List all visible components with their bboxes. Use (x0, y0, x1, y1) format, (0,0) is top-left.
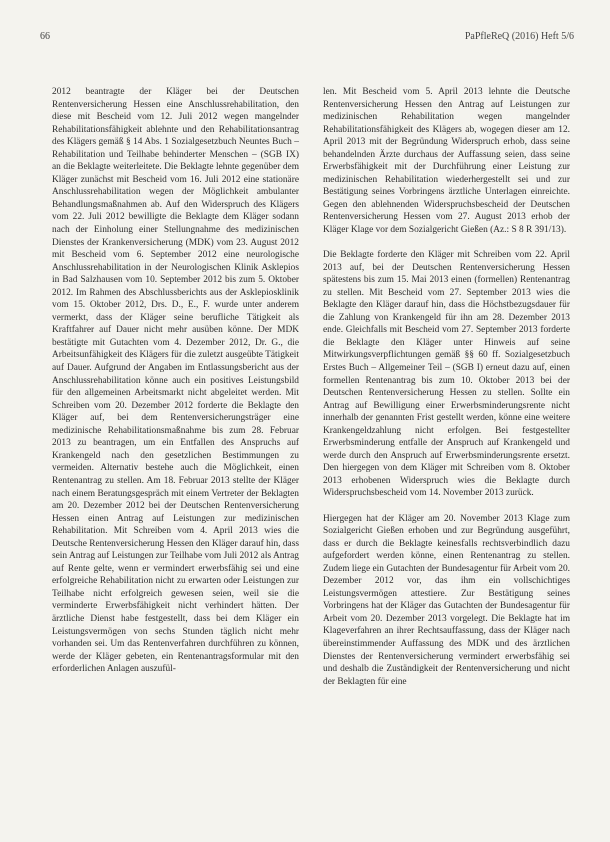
journal-reference: PaPfleReQ (2016) Heft 5/6 (464, 31, 574, 42)
right-column (323, 86, 570, 688)
paragraph: 2012 beantragte der Kläger bei der Deutschen Rentenversicherung Hessen eine Anschlussrehabilitation, den diese mit Bescheid vom 12. Juli 2012 wegen mangelnder Rehabilitationsfähigkeit ablehnte und den Rehabilitationsantrag des Klägers gemäß § 14 Abs. 1 Sozialgesetzbuch Neuntes Buch – Rehabilitation und Teilhabe behinderter Menschen – (SGB IX) an die Beklagte weiterleitete. Die Beklagte lehnte gegenüber dem Kläger zunächst mit Bescheid vom 16. Juli 2012 eine stationäre Anschlussrehabilitation wegen der Möglichkeit ambulanter Behandlungsmaßnahmen ab. Auf den Widerspruch des Klägers vom 22. Juli 2012 bewilligte die Beklagte dem Kläger sodann nach der Einholung einer Stellungnahme des medizinischen Dienstes der Krankenversicherung (MDK) vom 23. August 2012 mit Bescheid vom 6. September 2012 eine neurologische Anschlussrehabilitation in der Neurologischen Klinik Asklepios in Bad Salzhausen vom 10. September 2012 bis zum 5. Oktober 2012. Im Rahmen des Abschlussberichts aus der Asklepiosklinik vom 15. Oktober 2012, Drs. D., E., F. wurde unter anderem vermerkt, dass der Kläger seine berufliche Tätigkeit als Kraftfahrer auf Dauer nicht mehr ausüben könne. Der MDK bestätigte mit Gutachten vom 4. Dezember 2012, Dr. G., die Arbeitsunfähigkeit des Klägers für die zuletzt ausgeübte Tätigkeit auf Dauer. Aufgrund der Angaben im Entlassungsbericht aus der Anschlussrehabilitation könne auch ein positives Leistungsbild für den allgemeinen Arbeitsmarkt nicht abgeleitet werden. Mit Schreiben vom 20. Dezember 2012 forderte die Beklagte den Kläger auf, bei dem Rentenversicherungsträger eine medizinische Rehabilitationsmaßnahme bis zum 28. Februar 2013 zu beantragen, um ein Entfallen des Anspruchs auf Krankengeld nach den gesetzlichen Bestimmungen zu vermeiden. Alternativ bestehe auch die Möglichkeit, einen Rentenantrag zu stellen. Am 18. Februar 2013 stellte der Kläger nach einem Beratungsgespräch mit einem Vertreter der Beklagten am 20. Dezember 2012 bei der Deutschen Rentenversicherung Hessen einen Antrag auf Leistungen zur medizinischen Rehabilitation. Mit Schreiben vom 4. April 2013 wies die Deutsche Rentenversicherung Hessen den Kläger darauf hin, dass sein Antrag auf Leistungen zur Teilhabe vom Juli 2012 als Antrag auf Rente gelte, wenn er vermindert erwerbsfähig sei und eine erfolgreiche Rehabilitation nicht zu erwarten oder Leistungen zur Teilhabe nicht erfolgreich gewesen seien, weil sie die verminderte Erwerbsfähigkeit nicht verhindert hätten. Der ärztliche Dienst habe festgestellt, dass bei dem Kläger ein Leistungsvermögen von sechs Stunden täglich nicht mehr vorhanden sei. Um das Rentenverfahren durchführen zu können, werde der Kläger gebeten, ein Rentenantragsformular mit den erforderlichen Anlagen auszufül- (52, 87, 299, 675)
paragraph: Die Beklagte forderte den Kläger mit Schreiben vom 22. April 2013 auf, bei der Deutschen Rentenversicherung Hessen spätestens bis zum 15. Mai 2013 einen (formellen) Rentenantrag zu stellen. Mit Bescheid vom 27. September 2013 wies die Beklagte den Kläger darauf hin, dass die Höchstbezugsdauer für die Zahlung von Krankengeld für ihn am 28. Dezember 2013 ende. Gleichfalls mit Bescheid vom 27. September 2013 forderte die Beklagte den Kläger unter Hinweis auf seine Mitwirkungsverpflichtungen gemäß §§ 60 ff. Sozialgesetzbuch Erstes Buch – Allgemeiner Teil – (SGB I) erneut dazu auf, einen formellen Rentenantrag bis zum 10. Oktober 2013 bei der Deutschen Rentenversicherung Hessen zu stellen. Sollte ein Antrag auf Bewilligung einer Erwerbsminderungsrente nicht innerhalb der genannten Frist gestellt werden, könne eine weitere Krankengeldzahlung nicht erfolgen. Bei festgestellter Erwerbsminderung entfalle der Anspruch auf Krankengeld und werde durch den Anspruch auf Erwerbsminderungsrente ersetzt. Den hiergegen von dem Kläger mit Schreiben vom 8. Oktober 2013 erhobenen Widerspruch wies die Beklagte durch Widerspruchsbescheid vom 14. November 2013 zurück. (323, 250, 570, 499)
paragraph: len. Mit Bescheid vom 5. April 2013 lehnte die Deutsche Rentenversicherung Hessen den Antrag auf Leistungen zur medizinischen Rehabilitation wegen mangelnder Rehabilitationsfähigkeit des Klägers ab, wogegen dieser am 12. April 2013 mit der Begründung Widerspruch erhob, dass seine behandelnden Ärzte durchaus der Auffassung seien, dass seine Erwerbsfähigkeit mit der Durchführung einer Leistung zur medizinischen Rehabilitation wiederhergestellt sei und zur Bestätigung seines Vorbringens ärztliche Unterlagen einreichte. Gegen den ablehnenden Widerspruchsbescheid der Deutschen Rentenversicherung Hessen vom 27. August 2013 erhob der Kläger Klage vor dem Sozialgericht Gießen (Az.: S 8 R 391/13). (323, 87, 570, 236)
paragraph: Hiergegen hat der Kläger am 20. November 2013 Klage zum Sozialgericht Gießen erhoben und zur Begründung ausgeführt, dass er durch die Beklagte keinesfalls rechtsverbindlich dazu aufgefordert werden könne, einen Rentenantrag zu stellen. Zudem liege ein Gutachten der Bundesagentur für Arbeit vom 20. Dezember 2012 vor, das ihm ein vollschichtiges Leistungsvermögen attestiere. Zur Bestätigung seines Vorbringens hat der Kläger das Gutachten der Bundesagentur für Arbeit vom 20. Dezember 2013 vorgelegt. Die Beklagte hat im Klageverfahren an ihrer Rechtsauffassung, dass der Kläger nach übereinstimmender Auffassung des MDK und des ärztlichen Dienstes der Rentenversicherung vermindert erwerbsfähig sei und deshalb die Zuständigkeit der Rentenversicherung und nicht der Beklagten für eine (323, 513, 570, 687)
running-header (40, 31, 574, 42)
page-number: 66 (40, 31, 50, 42)
text-columns (52, 86, 570, 688)
left-column (52, 86, 299, 688)
